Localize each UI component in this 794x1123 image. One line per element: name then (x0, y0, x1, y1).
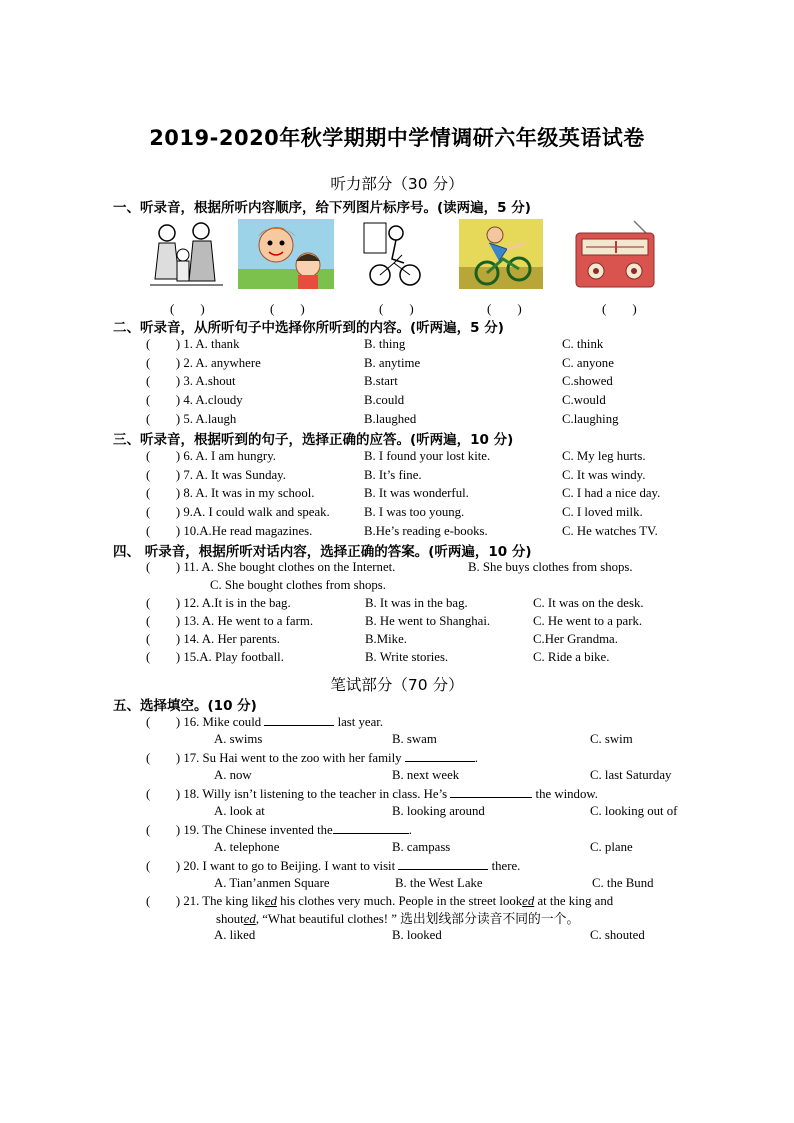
option-a: A. Tian’anmen Square (214, 876, 330, 890)
option-b: B.laughed (364, 412, 417, 426)
question-16 (146, 713, 383, 730)
question-stem: ( ) 21. The king lik (146, 894, 265, 908)
option-a: A. liked (214, 928, 256, 942)
question-17 (146, 749, 478, 766)
question-stem-end: there. (491, 859, 521, 873)
option-c: C. My leg hurts. (562, 449, 646, 463)
option-b: B.Mike. (365, 632, 407, 646)
question-stem: at the king and (534, 894, 614, 908)
question-stem: ( ) 1. A. thank (146, 337, 240, 351)
option-c: C.laughing (562, 412, 619, 426)
question-stem: shout (216, 912, 244, 926)
fill-blank[interactable] (398, 857, 488, 870)
option-b: B. She buys clothes from shops. (468, 560, 633, 574)
option-a: A. now (214, 768, 252, 782)
picture-answer-blank[interactable]: ( ) (487, 301, 522, 316)
option-b: B. I was too young. (364, 505, 465, 519)
option-a: A. look at (214, 804, 265, 818)
question-stem: ( ) 11. A. She bought clothes on the Internet. (146, 560, 396, 574)
question-stem: ( ) 4. A.cloudy (146, 393, 243, 407)
question-stem-end: the window. (535, 787, 598, 801)
radio-image (572, 219, 657, 289)
option-b: B. It was in the bag. (365, 596, 468, 610)
option-b: B. I found your lost kite. (364, 449, 491, 463)
option-c: C. It was on the desk. (533, 596, 644, 610)
family-walking-image (145, 219, 227, 289)
question-stem: ( ) 10.A.He read magazines. (146, 524, 313, 538)
option-c: C. last Saturday (590, 768, 672, 782)
option-c: C. looking out of (590, 804, 678, 818)
option-b: B. next week (392, 768, 460, 782)
option-b: B. anytime (364, 356, 421, 370)
option-c: C. plane (590, 840, 633, 854)
option-c: C. Ride a bike. (533, 650, 610, 664)
question-stem: ( ) 13. A. He went to a farm. (146, 614, 314, 628)
question-stem: ( ) 14. A. Her parents. (146, 632, 280, 646)
option-b: B.He’s reading e-books. (364, 524, 488, 538)
option-c: C. I had a nice day. (562, 486, 661, 500)
question-stem: ( ) 2. A. anywhere (146, 356, 261, 370)
question-stem-end: . (474, 751, 478, 765)
question-stem: ( ) 16. Mike could (146, 715, 262, 729)
option-b: B.start (364, 374, 398, 388)
option-b: B. It’s fine. (364, 468, 422, 482)
option-b: B.could (364, 393, 405, 407)
option-a: A. swims (214, 732, 263, 746)
question-21-line2 (216, 911, 579, 927)
option-c: C. think (562, 337, 604, 351)
underlined-ending: ed (264, 894, 277, 908)
question-stem: ( ) 5. A.laugh (146, 412, 237, 426)
option-c: C. shouted (590, 928, 645, 942)
writing-heading: 笔试部分（70 分） (330, 676, 464, 694)
option-b: B. thing (364, 337, 406, 351)
fill-blank[interactable] (264, 713, 334, 726)
listening-heading: 听力部分（30 分） (330, 175, 464, 193)
section-4-instruction: 四、 听录音，根据所听对话内容，选择正确的答案。(听两遍，10 分) (113, 544, 532, 560)
section-2-instruction: 二、听录音，从所听句子中选择你所听到的内容。(听两遍，5 分) (113, 320, 504, 336)
option-c: C. He watches TV. (562, 524, 658, 538)
option-c: C.would (562, 393, 606, 407)
option-c: C. It was windy. (562, 468, 646, 482)
question-19 (146, 821, 412, 838)
question-18 (146, 785, 598, 802)
section-5-instruction: 五、选择填空。(10 分) (113, 698, 257, 714)
option-c: C.Her Grandma. (533, 632, 618, 646)
question-stem: ( ) 19. The Chinese invented the (146, 823, 333, 837)
option-b: B. campass (392, 840, 451, 854)
question-stem: his clothes very much. People in the street look (276, 894, 523, 908)
option-c: C. anyone (562, 356, 614, 370)
option-c: C. She bought clothes from shops. (210, 578, 386, 592)
underlined-ending: ed (522, 894, 535, 908)
question-20 (146, 857, 520, 874)
question-stem: , “What beautiful clothes! ” 选出划线部分读音不同的一个。 (255, 912, 580, 926)
option-b: B. swam (392, 732, 437, 746)
question-stem: ( ) 20. I want to go to Beijing. I want to visit (146, 859, 396, 873)
question-stem: ( ) 15.A. Play football. (146, 650, 284, 664)
question-stem: ( ) 8. A. It was in my school. (146, 486, 315, 500)
option-c: C. He went to a park. (533, 614, 643, 628)
question-stem: ( ) 9.A. I could walk and speak. (146, 505, 330, 519)
question-stem: ( ) 3. A.shout (146, 374, 236, 388)
option-b: B. It was wonderful. (364, 486, 469, 500)
section-1-instruction: 一、听录音，根据所听内容顺序，给下列图片标序号。(读两遍，5 分) (113, 200, 531, 216)
question-stem-end: . (408, 823, 412, 837)
picture-answer-blank[interactable]: ( ) (379, 301, 414, 316)
option-b: B. Write stories. (365, 650, 449, 664)
option-b: B. looked (392, 928, 442, 942)
option-b: B. He went to Shanghai. (365, 614, 491, 628)
question-21 (146, 893, 613, 909)
boy-falling-off-bike-image (459, 219, 543, 289)
picture-answer-blank[interactable]: ( ) (602, 301, 637, 316)
exam-title: 2019-2020年秋学期期中学情调研六年级英语试卷 (149, 126, 645, 150)
fill-blank[interactable] (333, 821, 409, 834)
fill-blank[interactable] (450, 785, 532, 798)
question-stem: ( ) 12. A.It is in the bag. (146, 596, 291, 610)
fill-blank[interactable] (405, 749, 475, 762)
option-c: C. the Bund (592, 876, 654, 890)
boy-on-bike-image (362, 219, 424, 289)
picture-answer-blank[interactable]: ( ) (270, 301, 305, 316)
option-c: C. I loved milk. (562, 505, 643, 519)
question-stem-end: last year. (337, 715, 384, 729)
section-3-instruction: 三、听录音，根据听到的句子，选择正确的应答。(听两遍，10 分) (113, 432, 514, 448)
question-stem: ( ) 18. Willy isn’t listening to the teacher in class. He’s (146, 787, 448, 801)
option-c: C.showed (562, 374, 613, 388)
picture-answer-blank[interactable]: ( ) (170, 301, 205, 316)
option-b: B. looking around (392, 804, 485, 818)
children-cartoon-image (238, 219, 334, 289)
option-b: B. the West Lake (395, 876, 483, 890)
option-a: A. telephone (214, 840, 280, 854)
question-stem: ( ) 6. A. I am hungry. (146, 449, 276, 463)
option-c: C. swim (590, 732, 633, 746)
question-stem: ( ) 7. A. It was Sunday. (146, 468, 286, 482)
question-stem: ( ) 17. Su Hai went to the zoo with her family (146, 751, 402, 765)
underlined-ending: ed (243, 912, 256, 926)
